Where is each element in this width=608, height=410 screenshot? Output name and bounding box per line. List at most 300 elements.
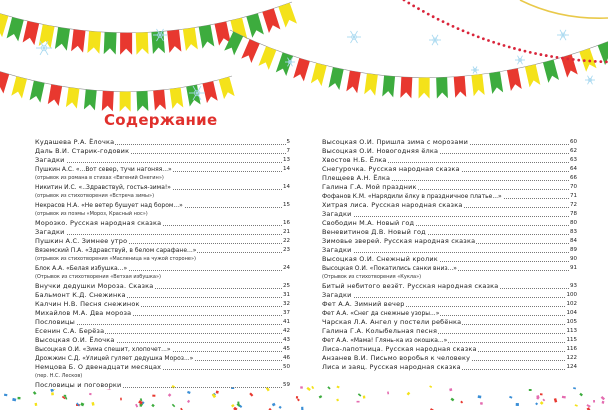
toc-entry	[322, 174, 577, 183]
toc-entry	[322, 309, 577, 318]
confetti	[602, 401, 605, 404]
garland-bead	[566, 57, 569, 60]
garland-bead	[588, 60, 591, 63]
confetti	[554, 398, 557, 402]
toc-entry-title: Галина Г.А. Колыбельная песня	[322, 327, 438, 335]
bunting-flag	[183, 28, 198, 51]
bunting-flag	[0, 71, 9, 93]
toc-entry	[322, 354, 577, 363]
toc-entry-page: 25	[283, 283, 290, 289]
toc-entry	[35, 345, 290, 354]
toc-entry-page: 31	[283, 292, 290, 298]
toc-entry-title: Внучки дедушки Мороза. Сказка	[35, 282, 154, 290]
toc-entry-title: Фет А.А. Зимний вечер	[322, 300, 405, 308]
toc-entry-page: 5	[286, 139, 290, 145]
toc-entry-page: 113	[566, 328, 577, 334]
toc-entry-title: Галина Г.А. Мой праздник	[322, 183, 417, 191]
garland-bead	[452, 25, 455, 28]
toc-entry-page: 42	[283, 328, 290, 334]
confetti	[601, 396, 605, 400]
toc-entry-title: Веневитинов Д.В. Новый год	[322, 228, 426, 236]
toc-entry-page: 43	[283, 337, 290, 343]
toc-entry-page: 63	[570, 157, 577, 163]
garland-bead	[556, 56, 559, 59]
toc-entry-title: Фет А.А. «Снег да снежные узоры...»	[322, 310, 440, 317]
confetti	[540, 401, 544, 405]
toc-entry-title: Даль В.И. Старик-годовик	[35, 147, 130, 155]
bunting-flag	[102, 91, 114, 111]
toc-entry-title: Кудашева Р.А. Ёлочка	[35, 138, 115, 146]
toc-entry-page: 71	[570, 193, 577, 199]
bunting-flag	[71, 29, 85, 52]
garland-bead	[518, 48, 521, 51]
bunting-flag	[579, 48, 596, 71]
toc-entry-title: Дрожжин С.Д. «Улицей гуляет дедушка Мороз...»	[35, 355, 194, 362]
toc-entry-page: 23	[283, 247, 290, 253]
toc-entry	[322, 264, 577, 273]
garland-bead	[545, 54, 548, 57]
bunting-flag	[104, 32, 117, 54]
toc-entry-title: Бальмонт К.Д. Снежинка	[35, 291, 126, 299]
confetti	[300, 386, 303, 388]
garland-bead	[524, 50, 527, 53]
toc-entry-title: Калчин Н.В. Песня снежинок	[35, 300, 140, 308]
bunting-flag	[199, 25, 215, 49]
confetti	[358, 393, 362, 396]
confetti	[357, 401, 360, 403]
bunting-flag	[311, 63, 327, 86]
bunting-flag	[84, 90, 97, 111]
garland-bead	[534, 52, 537, 55]
toc-entry-title: (отрывок из стихотворения «Встреча зимы»)	[35, 193, 155, 199]
garland-bead	[508, 46, 511, 49]
toc-entry	[322, 336, 577, 345]
toc-entry-title: Высоцкая О.И. Пришла зима с морозами	[322, 138, 469, 146]
toc-entry	[35, 291, 290, 300]
bunting-flag	[382, 76, 395, 98]
confetti	[151, 404, 154, 407]
toc-entry-page: 122	[566, 355, 577, 361]
bunting-flag	[262, 8, 280, 33]
toc-entry-page: 59	[283, 382, 290, 388]
confetti	[450, 398, 454, 402]
toc-entry	[322, 300, 577, 309]
confetti	[249, 392, 253, 396]
toc-entry-title: Морозко. Русская народная сказка	[35, 219, 162, 227]
garland-bead	[462, 29, 465, 32]
toc-entry	[322, 363, 577, 372]
toc-entry-page: 100	[566, 292, 577, 298]
toc-entry	[322, 273, 577, 282]
garland-bead	[422, 10, 425, 13]
garland-bead	[482, 37, 485, 40]
toc-entry-title: Пословицы и поговорки	[35, 381, 122, 389]
toc-entry	[35, 282, 290, 291]
toc-entry	[35, 183, 290, 192]
confetti	[319, 395, 323, 398]
bunting-flag	[241, 39, 259, 63]
toc-entry-page: 22	[283, 238, 290, 244]
confetti	[306, 387, 310, 391]
toc-entry-title: Высоцкая О.И. «Зима спешит, хлопочет...»	[35, 346, 171, 353]
confetti	[91, 402, 94, 406]
bunting-flag	[120, 33, 132, 55]
toc-entry	[322, 201, 577, 210]
garland-bead	[437, 18, 440, 21]
confetti	[12, 398, 16, 402]
confetti	[575, 404, 578, 406]
bunting-flag	[329, 67, 344, 90]
bunting-flag	[454, 76, 467, 98]
confetti	[18, 397, 21, 399]
toc-entry-page: 124	[566, 364, 577, 370]
page-title: Содержание	[104, 111, 218, 129]
toc-entry-page: 72	[570, 202, 577, 208]
toc-entry-title: Высоцкая О.И. Снежный кролик	[322, 255, 438, 263]
confetti	[327, 386, 330, 389]
toc-entry-title: Загадки	[322, 246, 352, 254]
garland-bead	[513, 47, 516, 50]
toc-entry-page: 78	[570, 211, 577, 217]
toc-entry-page: 90	[570, 256, 577, 262]
confetti	[272, 403, 276, 407]
toc-entry-page: 70	[570, 184, 577, 190]
toc-entry-page: 21	[283, 229, 290, 235]
toc-entry-page: 105	[566, 319, 577, 325]
confetti	[529, 389, 532, 391]
toc-entry-title: Загадки	[35, 156, 65, 164]
confetti	[336, 386, 339, 389]
toc-entry	[322, 147, 577, 156]
toc-entry	[35, 165, 290, 174]
toc-entry-title: (пер. Н.С. Лесков)	[35, 373, 83, 379]
toc-entry-title: Высоцкая О.И. Новогодняя ёлка	[322, 147, 439, 155]
garland-bead	[503, 44, 506, 47]
garland-bead	[577, 59, 580, 62]
toc-entry-page: 83	[570, 229, 577, 235]
confetti	[279, 406, 282, 409]
bunting-flag	[276, 53, 293, 76]
bunting-flag	[87, 31, 101, 54]
confetti	[4, 394, 7, 397]
toc-entry-page: 24	[283, 265, 290, 271]
toc-entry-title: Загадки	[322, 210, 352, 218]
toc-entry-page: 37	[283, 310, 290, 316]
toc-entry-title: Плещеев А.Н. Ёлка	[322, 174, 391, 182]
toc-entry	[35, 138, 290, 147]
confetti	[187, 391, 191, 394]
bunting-flag	[136, 32, 149, 54]
bunting-flag	[278, 3, 297, 28]
garland-bead	[605, 60, 608, 63]
bunting-flag	[136, 91, 148, 111]
bunting-flag	[436, 77, 448, 98]
garland-bead	[550, 55, 553, 58]
garland-bead	[442, 20, 445, 23]
confetti	[516, 403, 519, 406]
confetti	[33, 391, 37, 395]
toc-entry-title: Фофанов К.М. «Нарядили ёлку в праздничное платье...»	[322, 193, 502, 200]
garland-bead	[427, 13, 430, 16]
toc-entry-title: Высоцкая О.И. Ёлочка	[35, 336, 115, 344]
garland-bead	[417, 7, 420, 10]
toc-entry-page: 50	[283, 364, 290, 370]
bunting-flag	[7, 17, 24, 41]
toc-entry-page: 115	[566, 337, 577, 343]
toc-entry-page: 46	[283, 355, 290, 361]
confetti	[562, 396, 566, 399]
toc-entry-title: Высоцкая О.И. «Покатились санки вниз...»	[322, 265, 457, 272]
toc-entry	[35, 309, 290, 318]
toc-entry	[35, 237, 290, 246]
toc-entry	[322, 282, 577, 291]
toc-entry-title: Фет А.А. «Мама! Глянь-ка из окошка...»	[322, 337, 448, 344]
confetti	[51, 392, 54, 395]
toc-entry-page: 84	[570, 238, 577, 244]
toc-entry	[35, 381, 290, 390]
bunting-flag	[39, 24, 55, 48]
garland-bead	[487, 39, 490, 42]
toc-entry-page: 102	[566, 301, 577, 307]
toc-entry	[35, 201, 290, 210]
toc-entry	[35, 327, 290, 336]
confetti	[80, 402, 84, 406]
toc-entry-title: Зимовье зверей. Русская народная сказка	[322, 237, 476, 245]
bunting-flag	[48, 84, 62, 106]
garland-bead	[594, 60, 597, 63]
toc-entry-title: Никитин И.С. «..Здравствуй, гостья-зима!»	[35, 184, 171, 191]
bunting-flag	[258, 46, 276, 70]
toc-entry-title: Снегурочка. Русская народная сказка	[322, 165, 460, 173]
toc-entry-title: (отрывок из стихотворения «Масленица на чужой стороне»)	[35, 256, 196, 262]
confetti	[187, 400, 190, 403]
toc-entry	[35, 273, 290, 282]
toc-entry	[322, 183, 577, 192]
confetti	[135, 404, 138, 408]
toc-entry-title: Пушкин А.С. Зимнее утро	[35, 237, 128, 245]
toc-entry-title: Битый небитого везёт. Русская народная сказка	[322, 282, 499, 290]
toc-entry	[35, 147, 290, 156]
confetti	[216, 391, 219, 394]
confetti	[542, 399, 545, 402]
bunting-flag	[120, 92, 131, 112]
confetti	[586, 404, 590, 407]
garland-bead	[477, 35, 480, 38]
toc-entry	[35, 363, 290, 372]
toc-entry	[35, 192, 290, 201]
bunting-flag	[293, 58, 310, 81]
toc-entry-title: Лиса-лапотница. Русская народная сказка	[322, 345, 477, 353]
toc-entry-page: 45	[283, 346, 290, 352]
garland-bead	[432, 15, 435, 18]
bunting-flag	[167, 30, 181, 53]
confetti	[407, 392, 411, 396]
toc-entry	[35, 228, 290, 237]
toc-entry-title: Пушкин А.С. «...Вот север, тучи нагоняя...»	[35, 166, 172, 173]
toc-entry	[322, 237, 577, 246]
toc-entry	[35, 372, 290, 381]
toc-entry	[35, 174, 290, 183]
confetti	[168, 393, 172, 397]
toc-entry	[35, 210, 290, 219]
toc-entry-title: Пословицы	[35, 318, 75, 326]
garland-bead	[497, 43, 500, 46]
toc-entry-page: 80	[570, 220, 577, 226]
toc-entry	[322, 345, 577, 354]
garland-bead	[539, 53, 542, 56]
toc-entry-title: Хвостов Н.Б. Ёлка	[322, 156, 387, 164]
toc-entry-title: Загадки	[322, 291, 352, 299]
toc-entry	[35, 246, 290, 255]
garland-bead	[403, 0, 406, 1]
toc-entry	[322, 219, 577, 228]
toc-entry-page: 14	[283, 184, 290, 190]
confetti	[212, 393, 216, 398]
toc-entry-page: 32	[283, 301, 290, 307]
bunting-flag	[202, 81, 217, 103]
toc-entry-title: Лиса и заяц. Русская народная сказка	[322, 363, 461, 371]
toc-entry-title: Хитрая лиса. Русская народная сказка	[322, 201, 463, 209]
confetti	[172, 404, 175, 407]
garland-bead	[457, 27, 460, 30]
garland-bead	[529, 51, 532, 54]
bunting-flag	[525, 64, 540, 87]
garland-bead	[492, 41, 495, 44]
bunting-flag	[170, 88, 184, 109]
bunting-flag	[153, 90, 166, 111]
toc-entry-page: 60	[570, 139, 577, 145]
garland-bead	[472, 33, 475, 36]
gold-tinsel	[520, 0, 608, 18]
toc-entry	[322, 327, 577, 336]
toc-entry-title: Некрасов Н.А. «Не ветер бушует над бором...»	[35, 202, 183, 209]
bunting-flag	[23, 21, 40, 45]
bunting-flag	[543, 60, 559, 83]
bunting-flag	[507, 68, 522, 91]
bunting-flag	[419, 78, 430, 99]
bunting-flag	[400, 77, 412, 98]
garland-bead	[599, 60, 602, 63]
bunting-flag	[364, 73, 378, 95]
confetti	[478, 395, 482, 398]
confetti	[429, 385, 432, 388]
bunting-flag	[55, 27, 70, 51]
toc-entry-title: Загадки	[35, 228, 65, 236]
toc-entry	[322, 318, 577, 327]
toc-entry	[322, 255, 577, 264]
confetti	[363, 396, 366, 399]
bunting-flag	[66, 87, 80, 108]
toc-entry-page: 93	[570, 283, 577, 289]
toc-entry	[322, 156, 577, 165]
garland-bead	[467, 31, 470, 34]
toc-entry	[322, 138, 577, 147]
confetti	[593, 400, 595, 403]
toc-entry-page: 104	[566, 310, 577, 316]
confetti	[311, 386, 314, 389]
toc-entry-page: 91	[570, 265, 577, 271]
confetti	[540, 393, 543, 395]
confetti	[120, 398, 122, 401]
garland-bead	[407, 2, 410, 5]
toc-entry	[35, 318, 290, 327]
bunting-flag	[219, 77, 235, 99]
toc-entry-title: Анзанев В.И. Письмо воробья к человеку	[322, 354, 471, 362]
confetti	[480, 402, 483, 405]
confetti	[509, 396, 512, 399]
toc-entry-title: Блок А.А. «Белая избушка...»	[35, 265, 128, 272]
toc-entry	[35, 219, 290, 228]
toc-entry-title: Чарская Л.А. Ангел у постели ребёнка	[322, 318, 462, 326]
bunting-flag	[30, 81, 45, 103]
confetti	[579, 393, 583, 397]
toc-entry	[35, 336, 290, 345]
garland-bead	[572, 58, 575, 61]
toc-entry	[322, 210, 577, 219]
toc-entry-page: 64	[570, 166, 577, 172]
toc-entry-page: 116	[566, 346, 577, 352]
toc-entry	[322, 291, 577, 300]
toc-entry	[35, 156, 290, 165]
confetti	[231, 404, 235, 408]
confetti	[35, 403, 38, 406]
toc-entry-title: Немцова Б. О двенадцати месяцах	[35, 363, 162, 371]
confetti	[64, 395, 67, 397]
toc-entry-title: (отрывок из романа в стихах «Евгений Онегин»)	[35, 175, 164, 181]
bunting-flag	[0, 13, 8, 38]
toc-entry	[35, 354, 290, 363]
confetti	[89, 393, 92, 395]
toc-left-column	[35, 138, 290, 390]
toc-entry-page: 62	[570, 148, 577, 154]
confetti	[535, 402, 538, 405]
toc-entry	[322, 192, 577, 201]
toc-entry	[322, 246, 577, 255]
bunting-flag	[489, 72, 503, 94]
confetti	[460, 401, 463, 404]
toc-entry	[322, 228, 577, 237]
confetti	[573, 387, 576, 389]
bunting-flag	[346, 71, 360, 94]
toc-entry-title: (отрывок из поэмы «Мороз, Красный нос»)	[35, 211, 148, 217]
bunting-flag	[471, 74, 484, 96]
confetti	[449, 388, 452, 391]
toc-entry-page: 41	[283, 319, 290, 325]
garland-bead	[561, 57, 564, 60]
toc-entry-title: Есенин С.А. Берёза	[35, 327, 105, 335]
toc-entry-page: 13	[283, 157, 290, 163]
toc-entry-page: 89	[570, 247, 577, 253]
garland-bead	[447, 23, 450, 26]
toc-entry-title: (Отрывок из стихотворения «Ветхая избушка»)	[35, 274, 161, 280]
confetti	[296, 396, 298, 399]
bunting-flag	[246, 13, 264, 37]
bunting-flag	[11, 76, 27, 98]
toc-entry	[35, 264, 290, 273]
toc-entry-title: Свободин М.А. Новый год	[322, 219, 415, 227]
confetti	[152, 395, 155, 397]
toc-entry	[35, 300, 290, 309]
toc-entry-page: 16	[283, 220, 290, 226]
confetti	[297, 398, 300, 401]
toc-entry-title: (Отрывок из стихотворения «Кукла»)	[322, 274, 422, 280]
toc-entry-page: 66	[570, 175, 577, 181]
garland-bead	[583, 59, 586, 62]
toc-entry-page: 14	[283, 166, 290, 172]
toc-entry-page: 15	[283, 202, 290, 208]
toc-entry	[322, 165, 577, 174]
toc-entry-title: Михайлов М.А. Два мороза	[35, 309, 132, 317]
